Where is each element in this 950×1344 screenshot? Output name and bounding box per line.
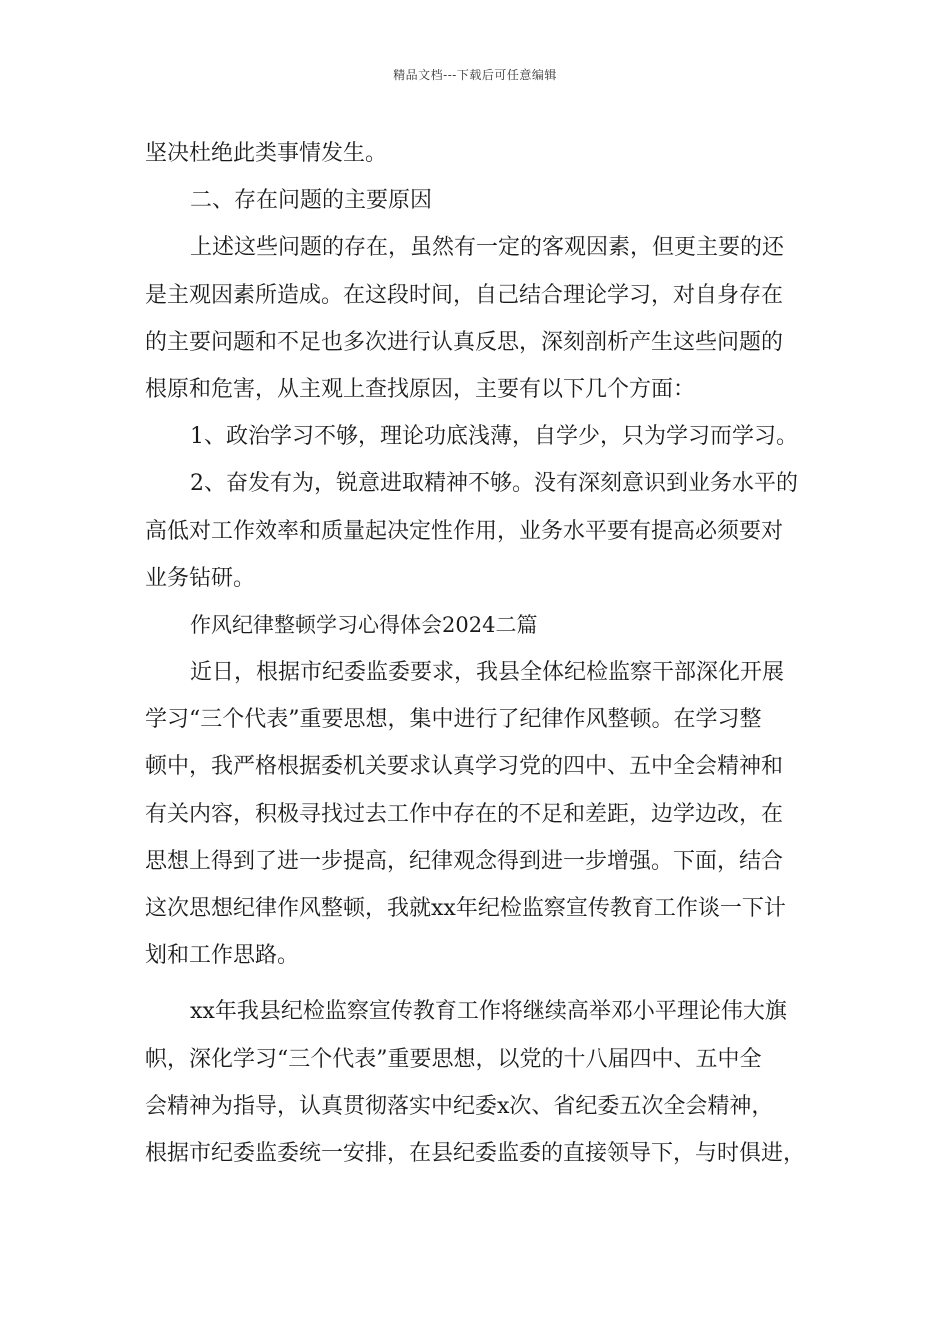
text-line: 根原和危害，从主观上查找原因，主要有以下几个方面： xyxy=(145,376,696,402)
text-line: 学习“三个代表”重要思想，集中进行了纪律作风整顿。在学习整 xyxy=(145,707,762,733)
text-line: 高低对工作效率和质量起决定性作用，业务水平要有提高必须要对 xyxy=(145,518,784,544)
document-body xyxy=(145,130,825,1177)
text-line: 会精神为指导，认真贯彻落实中纪委x次、省纪委五次全会精神， xyxy=(145,1093,774,1119)
text-line: 帜，深化学习“三个代表”重要思想，以党的十八届四中、五中全 xyxy=(145,1046,762,1072)
text-line: 这次思想纪律作风整顿，我就xx年纪检监察宣传教育工作谈一下计 xyxy=(145,896,786,921)
text-line: 近日，根据市纪委监委要求，我县全体纪检监察干部深化开展 xyxy=(190,660,785,686)
text-line: 根据市纪委监委统一安排，在县纪委监委的直接领导下，与时俱进， xyxy=(145,1140,806,1166)
text-line: 上述这些问题的存在，虽然有一定的客观因素，但更主要的还 xyxy=(190,235,785,261)
list-item: 1、政治学习不够，理论功底浅薄，自学少，只为学习而学习。 xyxy=(190,424,798,450)
text-line: 的主要问题和不足也多次进行认真反思，深刻剖析产生这些问题的 xyxy=(145,329,784,355)
text-line: 顿中，我严格根据委机关要求认真学习党的四中、五中全会精神和 xyxy=(145,754,784,780)
paragraph-gap xyxy=(145,979,825,988)
section-heading: 二、存在问题的主要原因 xyxy=(190,188,433,214)
text-line: 业务钻研。 xyxy=(145,565,256,591)
text-line: 思想上得到了进一步提高，纪律观念得到进一步增强。下面，结合 xyxy=(145,848,784,874)
text-line: 是主观因素所造成。在这段时间，自己结合理论学习，对自身存在 xyxy=(145,282,784,308)
page-header: 精品文档---下载后可任意编辑 xyxy=(393,68,557,82)
list-item: 2、奋发有为，锐意进取精神不够。没有深刻意识到业务水平的 xyxy=(190,471,798,497)
text-line: 划和工作思路。 xyxy=(145,943,300,969)
text-line: 有关内容，积极寻找过去工作中存在的不足和差距，边学边改，在 xyxy=(145,801,784,827)
text-line: 坚决杜绝此类事情发生。 xyxy=(145,141,388,166)
text-line: xx年我县纪检监察宣传教育工作将继续高举邓小平理论伟大旗 xyxy=(190,999,787,1025)
article-title: 作风纪律整顿学习心得体会2024二篇 xyxy=(190,612,538,637)
